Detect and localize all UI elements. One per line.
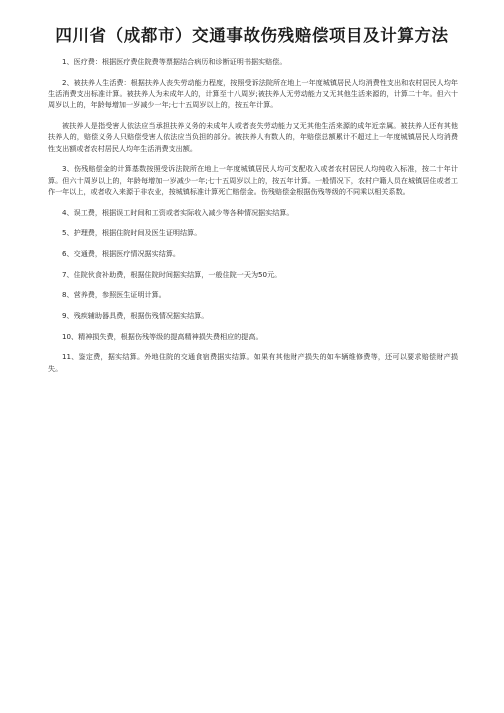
paragraph-medical-fee: 1、医疗费：根据医疗费住院费等票据结合病历和诊断证明书据实赔偿。 (62, 57, 287, 66)
document-body (48, 56, 458, 383)
paragraph-nursing-fee: 5、护理费，根据住院时间及医生证明结算。 (62, 228, 202, 238)
paragraph-transport-fee: 6、交通费，根据医疗情况据实结算。 (62, 248, 181, 258)
paragraph-assistive-device-fee: 9、残疾辅助器具费，根据伤残情况据实结算。 (62, 310, 209, 320)
paragraph-dependent-living-expenses: 2、被扶养人生活费：根据扶养人丧失劳动能力程度，按照受诉法院所在地上一年度城镇居民人均消费性支出和农村居民人均年生活消费支出标准计算。被扶养人为未成年人的，计算至十八周岁;被扶养人无劳动能力又无其他生活来源的，计算二十年。但六十周岁以上的，年龄每增加一岁减少一年;七十五周岁以上的，按五年计算。 (48, 77, 458, 110)
document-title: 四川省（成都市）交通事故伤残赔偿项目及计算方法 (55, 26, 449, 45)
paragraph-nutrition-fee: 8、营养费，参照医生证明计算。 (62, 290, 166, 300)
paragraph-dependent-definition: 被扶养人是指受害人依法应当承担扶养义务的未成年人或者丧失劳动能力又无其他生活来源的成年近亲属。被扶养人还有其他扶养人的，赔偿义务人只赔偿受害人依法应当负担的部分。被扶养人有数人的，年赔偿总额累计不超过上一年度城镇居民人均消费性支出额或者农村居民人均年生活消费支出额。 (48, 120, 458, 153)
paragraph-meal-allowance: 7、住院伙食补助费，根据住院时间据实结算，一般住院一天为50元。 (62, 269, 282, 279)
paragraph-appraisal-fee: 11、鉴定费，据实结算。外地住院的交通食宿费据实结算。如果有其他财产损失的如车辆维修费等，还可以要求赔偿财产损失。 (48, 352, 458, 373)
paragraph-lost-wages: 4、误工费，根据误工时间和工资或者实际收入减少等各种情况据实结算。 (62, 207, 294, 217)
paragraph-mental-damages: 10、精神损失费，根据伤残等级的提高精神损失费相应的提高。 (62, 331, 263, 341)
paragraph-disability-compensation: 3、伤残赔偿金的计算基数按照受诉法院所在地上一年度城镇居民人均可支配收入或者农村居民人均纯收入标准，按二十年计算。但六十周岁以上的，年龄每增加一岁减少一年;七十五周岁以上的，按五年计算。一般情况下，农村户籍人员在城镇居住或者工作一年以上，或者收入来源于非农业，按城镇标准计算死亡赔偿金。伤残赔偿金根据伤残等级的不同乘以相关系数。 (48, 164, 458, 196)
